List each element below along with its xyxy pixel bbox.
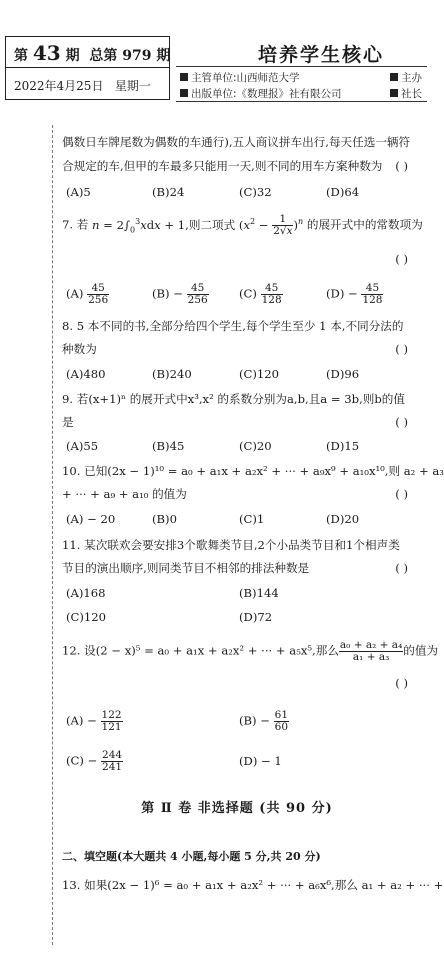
q11-line-1: 11. 某次联欢会要安排3个歌舞类节目,2个小品类节目和1个相声类 xyxy=(62,538,400,552)
fill-in-heading: 二、填空题(本大题共 4 小题,每小题 5 分,共 20 分) xyxy=(62,850,321,863)
issue-date-line xyxy=(14,77,151,94)
q9-option-a: (A)55 xyxy=(66,439,99,453)
publisher-info-2: 主办 xyxy=(390,70,422,85)
q6-answer-paren: ( ) xyxy=(395,159,408,173)
q10-line-1: 10. 已知(2x − 1)¹⁰ = a₀ + a₁x + a₂x² + ··· + a₉x⁹ + a₁₀x¹⁰,则 a₂ + a₃ xyxy=(62,464,444,478)
q6-option-b: (B)24 xyxy=(152,185,185,199)
q9-answer-paren: ( ) xyxy=(395,415,408,429)
q9-option-b: (B)45 xyxy=(152,439,185,453)
q6-line-2: 合规定的车,但甲的车最多只能用一天,则不同的用车方案种数为 xyxy=(62,159,383,173)
q9-option-c: (C)20 xyxy=(239,439,272,453)
q11-line-2: 节目的演出顺序,则同类节目不相邻的排法种数是 xyxy=(62,561,310,575)
q10-line-2: + ··· + a₉ + a₁₀ 的值为 xyxy=(62,487,187,501)
publisher-info-4: 社长 xyxy=(390,86,422,101)
q8-option-a: (A)480 xyxy=(66,367,106,381)
section-2-title: 第 Ⅱ 卷 非选择题 (共 90 分) xyxy=(141,801,333,816)
q12-option-d: (D) − 1 xyxy=(239,754,282,768)
issue-box xyxy=(5,36,170,100)
issue-weekday: 星期一 xyxy=(114,79,151,93)
q6-option-d: (D)64 xyxy=(326,185,360,199)
issue-date: 2022年4月25日 xyxy=(14,79,104,93)
q8-option-c: (C)120 xyxy=(239,367,280,381)
q7-formula: $n = 2\int_0^3xdx + 1$,则二项式 ($x^2$ − $\frac{1}{2√x}$ )$^n$ xyxy=(92,213,304,237)
q8-line-2: 种数为 xyxy=(62,342,97,356)
q7-option-d: (D) − $\frac{45}{128}$ xyxy=(326,282,383,306)
total-issue: 总第 979 期 xyxy=(89,48,171,64)
q11-option-d: (D)72 xyxy=(239,610,273,624)
q10-option-a: (A) − 20 xyxy=(66,512,116,526)
q12-fraction: $\frac{\text{a₀ + a₂ + a₄}}{\text{a₁ + a₃}}$ xyxy=(339,639,403,663)
q6-line-1: 偶数日车牌尾数为偶数的车通行),五人商议拼车出行,每天任选一辆符 xyxy=(62,135,411,149)
q9-line-2: 是 xyxy=(62,415,74,429)
q7-answer-paren: ( ) xyxy=(395,252,408,266)
q6-option-a: (A)5 xyxy=(66,185,91,199)
q12-answer-paren: ( ) xyxy=(395,676,408,690)
q13-stem: 13. 如果(2x − 1)⁶ = a₀ + a₁x + a₂x² + ··· + a₆x⁶,那么 a₁ + a₂ + ··· + xyxy=(62,878,444,892)
issue-number-line: 第 43 期 总第 979 期 xyxy=(14,41,171,65)
q7-stem: 7. 若 $n = 2\int_0^3xdx + 1$,则二项式 ($x^2$ − $\frac{1}{2√x}$ )$^n$ 的展开式中的常数项为 xyxy=(62,213,423,237)
q6-option-c: (C)32 xyxy=(239,185,272,199)
q7-option-b: (B) − $\frac{45}{256}$ xyxy=(152,282,208,306)
q11-option-c: (C)120 xyxy=(66,610,107,624)
q8-answer-paren: ( ) xyxy=(395,342,408,356)
q8-line-1: 8. 5 本不同的书,全部分给四个学生,每个学生至少 1 本,不同分法的 xyxy=(62,319,404,333)
issue-number: 43 xyxy=(32,41,61,65)
q11-option-b: (B)144 xyxy=(239,586,279,600)
q8-option-b: (B)240 xyxy=(152,367,192,381)
q11-option-a: (A)168 xyxy=(66,586,106,600)
q12-option-a: (A) − $\frac{122}{121}$ xyxy=(66,709,122,733)
q9-option-d: (D)15 xyxy=(326,439,360,453)
margin-dashed-line xyxy=(52,125,53,945)
q7-option-a: (A) $\frac{45}{256}$ xyxy=(66,282,109,306)
masthead: 培养学生核心 xyxy=(258,44,385,66)
q12-option-c: (C) − $\frac{244}{241}$ xyxy=(66,749,123,773)
q12-option-b: (B) − $\frac{61}{60}$ xyxy=(239,709,289,733)
q10-option-c: (C)1 xyxy=(239,512,265,526)
publisher-info-3: 出版单位:《数理报》社有限公司 xyxy=(180,86,342,101)
q8-option-d: (D)96 xyxy=(326,367,360,381)
publisher-info-1: 主管单位:山西师范大学 xyxy=(180,70,300,85)
q9-line-1: 9. 若(x+1)ⁿ 的展开式中x³,x² 的系数分别为a,b,且a = 3b,则b的值 xyxy=(62,392,405,406)
q12-stem: 12. 设(2 − x)⁵ = a₀ + a₁x + a₂x² + ··· + a₅x⁵,那么 $\frac{\text{a₀ + a₂ + a₄}}{\text{a₁ + a₃}}$ 的值为 xyxy=(62,639,439,663)
q10-option-b: (B)0 xyxy=(152,512,177,526)
q10-option-d: (D)20 xyxy=(326,512,360,526)
q10-answer-paren: ( ) xyxy=(395,487,408,501)
q11-answer-paren: ( ) xyxy=(395,561,408,575)
q7-option-c: (C) $\frac{45}{128}$ xyxy=(239,282,282,306)
